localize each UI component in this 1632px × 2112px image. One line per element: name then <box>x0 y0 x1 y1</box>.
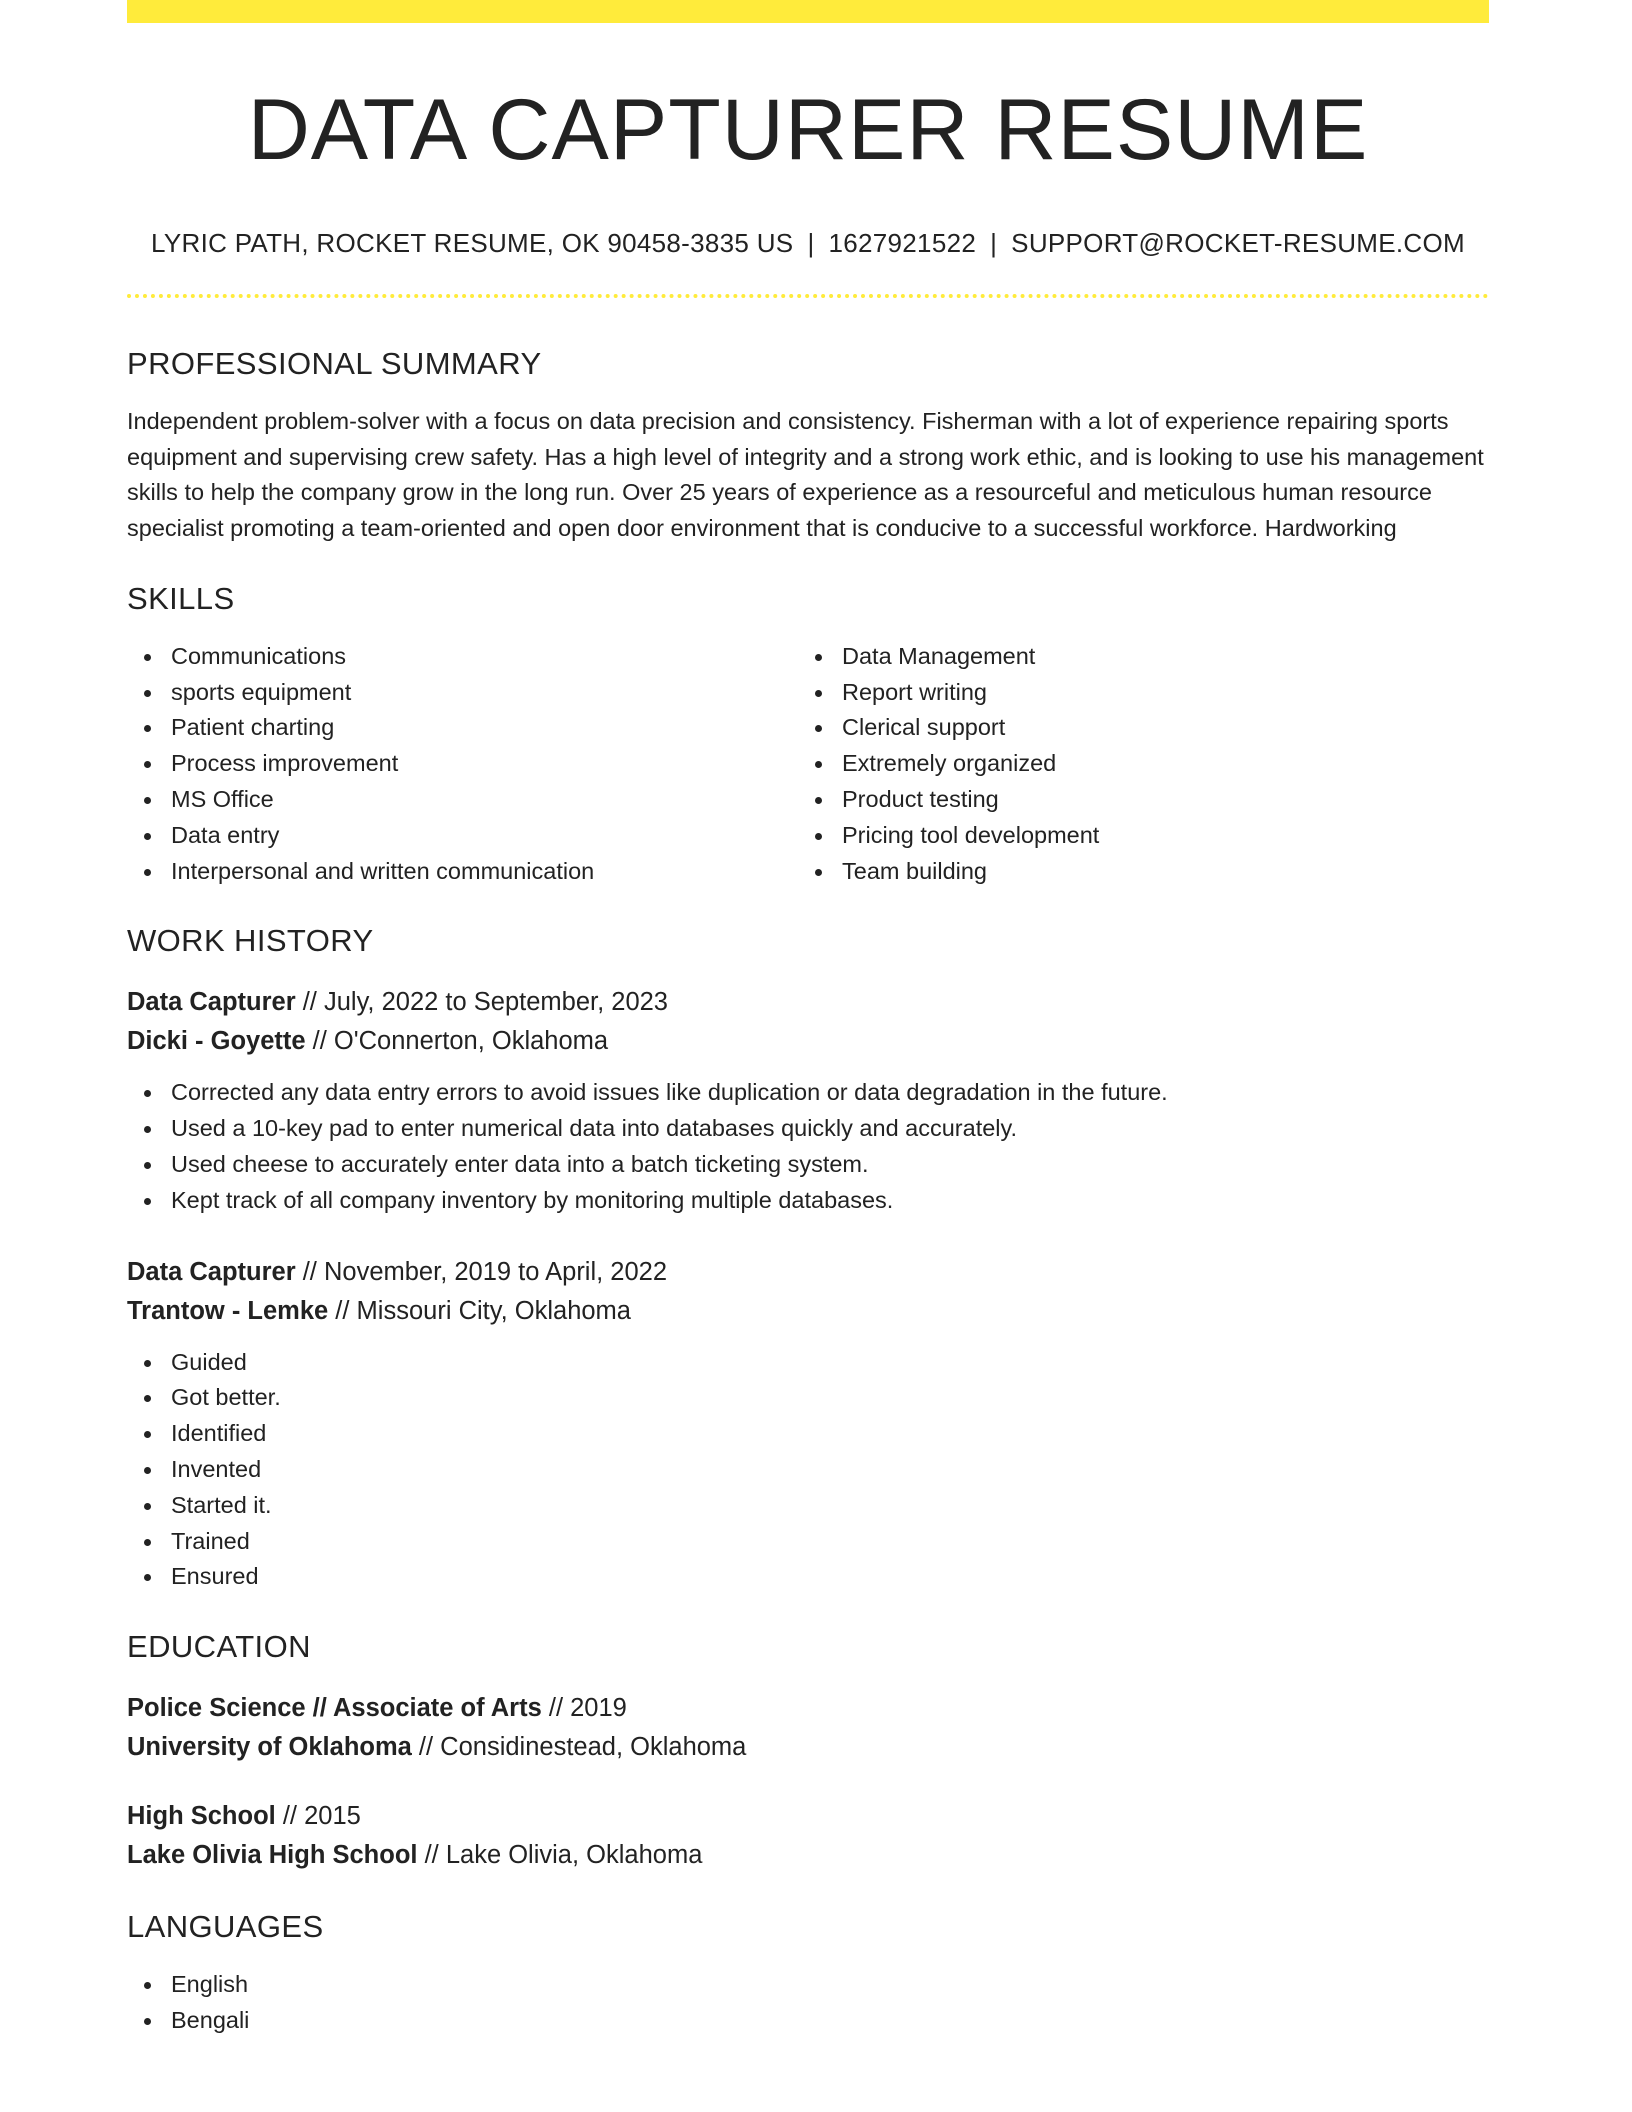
header-divider <box>127 294 1489 298</box>
language-item: English <box>127 1967 1489 2003</box>
education-school-line <box>127 1728 1489 1767</box>
job-location: // Missouri City, Oklahoma <box>328 1296 631 1325</box>
skill-item: Product testing <box>798 782 1469 818</box>
job-duty-item: Trained <box>127 1524 1489 1560</box>
skill-item: Patient charting <box>127 710 798 746</box>
contact-separator: | <box>807 228 815 258</box>
skill-item: Extremely organized <box>798 746 1469 782</box>
languages-heading: LANGUAGES <box>127 1909 324 1945</box>
education-school-line <box>127 1836 1489 1875</box>
job-title: Data Capturer <box>127 988 296 1017</box>
job-company-line <box>127 1292 1489 1331</box>
contact-phone: 1627921522 <box>828 228 977 258</box>
job-dates: // July, 2022 to September, 2023 <box>295 988 668 1017</box>
education-heading: EDUCATION <box>127 1629 311 1665</box>
education-degree: Police Science // Associate of Arts <box>127 1694 542 1723</box>
job-title-line <box>127 983 1489 1022</box>
contact-separator: | <box>990 228 998 258</box>
job-company-line <box>127 1022 1489 1061</box>
job-duty-item: Started it. <box>127 1488 1489 1524</box>
education-school: University of Oklahoma <box>127 1733 412 1762</box>
education-location: // Lake Olivia, Oklahoma <box>417 1841 703 1870</box>
job-duty-item: Identified <box>127 1416 1489 1452</box>
skill-item: Report writing <box>798 675 1469 711</box>
education-degree-line <box>127 1797 1489 1836</box>
skill-item: Data entry <box>127 818 798 854</box>
languages-list <box>127 1967 1489 2039</box>
skills-columns <box>127 639 1489 890</box>
skill-item: Process improvement <box>127 746 798 782</box>
education-degree: High School <box>127 1802 276 1831</box>
job-company: Trantow - Lemke <box>127 1296 329 1325</box>
skill-item: Data Management <box>798 639 1469 675</box>
skill-item: Team building <box>798 854 1469 890</box>
job-duty-item: Invented <box>127 1452 1489 1488</box>
job-title: Data Capturer <box>127 1257 296 1286</box>
skill-item: MS Office <box>127 782 798 818</box>
skill-item: Interpersonal and written communication <box>127 854 798 890</box>
skills-heading: SKILLS <box>127 580 235 616</box>
job-location: // O'Connerton, Oklahoma <box>305 1027 609 1056</box>
education-school: Lake Olivia High School <box>127 1841 418 1870</box>
education-year: // 2015 <box>275 1802 361 1831</box>
job-title-line <box>127 1253 1489 1292</box>
skill-item: Clerical support <box>798 710 1469 746</box>
education-location: // Considinestead, Oklahoma <box>411 1733 747 1762</box>
contact-line <box>127 225 1489 261</box>
job-duty-item: Guided <box>127 1345 1489 1381</box>
resume-title: DATA CAPTURER RESUME <box>247 82 1369 178</box>
skills-list-left <box>127 639 798 890</box>
skills-list-right <box>798 639 1469 890</box>
resume-page <box>127 0 1489 2039</box>
job-duty-item: Ensured <box>127 1559 1489 1595</box>
skill-item: Communications <box>127 639 798 675</box>
education-degree-line <box>127 1689 1489 1728</box>
job-duty-item: Kept track of all company inventory by monitoring multiple databases. <box>127 1183 1489 1219</box>
language-item: Bengali <box>127 2003 1489 2039</box>
job-company: Dicki - Goyette <box>127 1027 306 1056</box>
job-duty-item: Corrected any data entry errors to avoid issues like duplication or data degradation in the future. <box>127 1075 1489 1111</box>
skill-item: Pricing tool development <box>798 818 1469 854</box>
work-history-heading: WORK HISTORY <box>127 923 374 959</box>
job-duty-item: Got better. <box>127 1380 1489 1416</box>
education-year: // 2019 <box>541 1694 627 1723</box>
job-duty-item: Used cheese to accurately enter data into a batch ticketing system. <box>127 1147 1489 1183</box>
job-duties-list <box>127 1075 1489 1218</box>
contact-email: SUPPORT@ROCKET-RESUME.COM <box>1011 228 1465 258</box>
skill-item: sports equipment <box>127 675 798 711</box>
job-dates: // November, 2019 to April, 2022 <box>295 1257 668 1286</box>
contact-address: LYRIC PATH, ROCKET RESUME, OK 90458-3835 US <box>151 228 794 258</box>
summary-text: Independent problem-solver with a focus on data precision and consistency. Fisherman with a lot of experience repairing sports equipment and supervising crew safety. Has a high level of integrity and a strong work ethic, and is looking to use his management skills to help the company grow in the long run. Over 25 years of experience as a resourceful and meticulous human resource specialist promoting a team-oriented and open door environment that is conducive to a successful workforce. Hardworking <box>127 408 1484 542</box>
summary-heading: PROFESSIONAL SUMMARY <box>127 346 542 381</box>
job-duty-item: Used a 10-key pad to enter numerical data into databases quickly and accurately. <box>127 1111 1489 1147</box>
job-duties-list <box>127 1345 1489 1596</box>
